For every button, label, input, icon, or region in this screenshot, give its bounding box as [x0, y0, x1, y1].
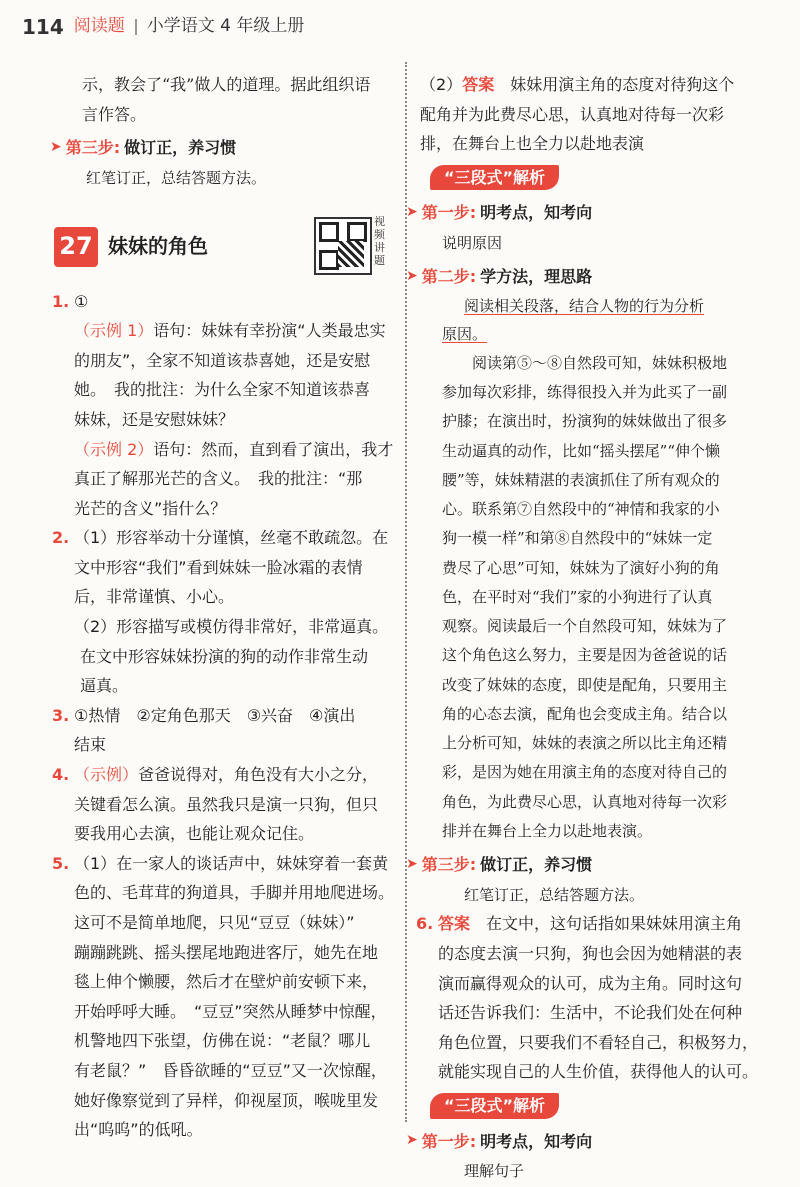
left-column — [50, 70, 397, 1145]
answer-line: 语句：妹妹有幸扮演“人类最忠实 — [153, 321, 386, 341]
analysis-line: 色，在平时对“我们”家的小狗进行了认真 — [442, 587, 713, 606]
analysis-line: 彩，是因为她在用演主角的态度对待自己的 — [442, 763, 728, 782]
question-number: 3. — [52, 705, 70, 725]
answer-line: 出“呜呜”的低吼。 — [74, 1120, 203, 1140]
step-label: 第二步: — [421, 266, 477, 286]
step-method: 红笔订正，总结答题方法。 — [464, 885, 645, 904]
lesson-title: 妹妹的角色 — [108, 234, 208, 259]
question-number: 2. — [52, 528, 70, 548]
answer-line: ①热情 ②定角色那天 ③兴奋 ④演出 — [74, 705, 356, 725]
step-method: 红笔订正，总结答题方法。 — [86, 168, 267, 187]
answer-4 — [52, 760, 397, 849]
step-three — [406, 850, 762, 880]
answer-line: 在文中形容妹妹扮演的狗的动作非常生动 — [80, 646, 369, 666]
answer-line: 排，在舞台上也全力以赴地表演 — [420, 134, 645, 154]
answer-line: 话还告诉我们：生活中，不论我们处在何种 — [438, 1003, 743, 1023]
analysis-tag: “三段式”解析 — [430, 1093, 559, 1119]
analysis-line: 参加每次彩排，练得很投入并为此买了一副 — [442, 383, 728, 402]
answer-label: 答案 — [438, 914, 471, 934]
page-header — [22, 10, 304, 44]
step-method: 理解句子 — [464, 1162, 525, 1181]
answer-line: 配角并为此费尽心思，认真地对待每一次彩 — [420, 104, 725, 124]
step-label: 第三步: — [421, 855, 477, 875]
answer-line: 真正了解那光芒的含义。 我的批注：“那 — [74, 469, 363, 489]
answer-line: 妹妹用演主角的态度对待狗这个 — [510, 75, 735, 94]
right-column — [406, 70, 762, 1186]
step-one — [406, 198, 762, 228]
answer-line: 蹦蹦跳跳、摇头摆尾地跑进客厅，她先在地 — [74, 942, 379, 962]
answer-line: 的朋友”，全家不知道该恭喜她，还是安慰 — [74, 350, 371, 370]
answer-2 — [52, 523, 397, 701]
step-text: 做订正，养习惯 — [480, 855, 593, 875]
analysis-line: 腰”等，妹妹精湛的表演抓住了所有观众的 — [442, 470, 720, 489]
answer-line: 她好像察觉到了异样，仰视屋顶，喉咙里发 — [74, 1090, 379, 1110]
subject-grade: 小学语文 4 年级上册 — [146, 16, 305, 37]
step-one — [406, 1127, 762, 1157]
answer-line: 光芒的含义”指什么？ — [74, 498, 227, 518]
answer-line: 语句：然而，直到看了演出，我才 — [153, 439, 394, 459]
arrow-right-icon: ➤ — [50, 139, 62, 156]
analysis-paragraph — [416, 349, 762, 846]
analysis-line: 生动逼真的动作，比如“摇头摆尾”“伸个懒 — [442, 441, 721, 460]
lesson-heading — [54, 215, 397, 279]
analysis-line: 费尽了心思”可知，妹妹为了演好小狗的角 — [442, 558, 720, 577]
step-text: 做订正，养习惯 — [124, 138, 237, 158]
lesson-number-badge: 27 — [54, 227, 98, 267]
arrow-right-icon: ➤ — [406, 267, 418, 284]
step-label: 第三步: — [65, 138, 121, 158]
qr-caption: 视频讲题 — [374, 214, 385, 268]
question-number: 5. — [52, 853, 70, 873]
step-text: 学方法，理思路 — [480, 266, 593, 286]
answer-line: 色的、毛茸茸的狗道具，手脚并用地爬进场。 — [74, 883, 395, 903]
example-label: （示例 2） — [74, 439, 154, 459]
question-number: 6. — [416, 914, 434, 934]
step-method: 阅读相关段落，结合人物的行为分析 — [464, 297, 705, 316]
answer-line: 结束 — [74, 735, 107, 755]
answer-6 — [416, 909, 762, 1087]
analysis-line: 心。联系第⑦自然段中的“神情和我家的小 — [442, 500, 720, 519]
analysis-line: 角色，为此费尽心思，认真地对待每一次彩 — [442, 792, 728, 811]
answer-line: 后，非常谨慎、小心。 — [74, 587, 235, 607]
header-separator — [135, 19, 137, 35]
answer-line: 关键看怎么演。虽然我只是演一只狗，但只 — [74, 794, 379, 814]
answer-1 — [52, 287, 397, 524]
page-number: 114 — [22, 14, 64, 39]
answer-line: 角色位置，只要我们不看轻自己，积极努力， — [438, 1032, 759, 1052]
analysis-line: 护膝；在演出时，扮演狗的妹妹做出了很多 — [442, 412, 728, 431]
answer-line: 爸爸说得对，角色没有大小之分， — [138, 765, 379, 785]
step-text: 明考点，知考向 — [480, 203, 593, 223]
answer-line: 在文中，这句话指如果妹妹用演主角 — [486, 914, 743, 934]
answer-5 — [52, 849, 397, 1145]
answer-label: 答案 — [462, 75, 495, 94]
answer-line: 她。 我的批注：为什么全家不知道该恭喜 — [74, 380, 371, 400]
step-label: 第一步: — [421, 1131, 477, 1151]
answer-line: 逼真。 — [80, 676, 129, 696]
answer-3 — [52, 701, 397, 760]
answer-5-2 — [416, 70, 762, 159]
answer-line: 毯上伸个懒腰，然后才在壁炉前安顿下来， — [74, 972, 379, 992]
answer-line: 开始呼呼大睡。 “豆豆”突然从睡梦中惊醒， — [74, 1001, 387, 1021]
answer-line: 就能实现自己的人生价值，获得他人的认可。 — [438, 1062, 759, 1082]
answer-line: 机警地四下张望，仿佛在说：“老鼠？哪儿 — [74, 1031, 371, 1051]
question-number: 1. — [52, 291, 70, 311]
answer-line: 有老鼠？” 昏昏欲睡的“豆豆”又一次惊醒， — [74, 1060, 387, 1080]
answer-line: 演而赢得观众的认可，成为主角。同时这句 — [438, 973, 743, 993]
step-two — [406, 262, 762, 292]
arrow-right-icon: ➤ — [406, 204, 418, 221]
answer-line: （2）形容描写或模仿得非常好，非常逼真。 — [74, 617, 389, 637]
answer-line: 的态度去演一只狗，狗也会因为她精湛的表 — [438, 944, 743, 963]
analysis-line: 观察。阅读最后一个自然段可知，妹妹为了 — [442, 617, 728, 636]
example-label: （示例 1） — [74, 321, 154, 341]
answer-mark: ① — [74, 291, 89, 311]
answer-line: （1）在一家人的谈话声中，妹妹穿着一套黄 — [74, 853, 389, 873]
arrow-right-icon: ➤ — [406, 855, 418, 872]
step-method: 说明原因 — [442, 233, 503, 252]
book-series: 阅读题 — [73, 16, 125, 37]
answer-line: 文中形容“我们”看到妹妹一脸冰霜的表情 — [74, 557, 363, 577]
arrow-right-icon: ➤ — [406, 1132, 418, 1149]
step-method: 原因。 — [442, 325, 488, 344]
question-number: 4. — [52, 765, 70, 785]
analysis-tag: “三段式”解析 — [430, 165, 559, 191]
continued-text: 示，教会了“我”做人的道理。据此组织语 — [82, 75, 371, 94]
answer-line: （1）形容举动十分谨慎，丝毫不敢疏忽。在 — [74, 528, 389, 548]
sub-number: （2） — [420, 75, 463, 94]
analysis-line: 这个角色这么努力，主要是因为爸爸说的话 — [442, 646, 728, 665]
analysis-line: 狗一模一样”和第⑧自然段中的“妹妹一定 — [442, 529, 713, 548]
step-text: 明考点，知考向 — [480, 1131, 593, 1151]
qr-code-icon[interactable] — [314, 217, 372, 275]
analysis-line: 阅读第⑤～⑧自然段可知，妹妹积极地 — [472, 353, 728, 372]
analysis-line: 角的心态去演，配角也会变成主角。结合以 — [442, 704, 728, 723]
step-label: 第一步: — [421, 203, 477, 223]
example-label: （示例） — [74, 765, 139, 785]
answer-line: 这可不是简单地爬，只见“豆豆（妹妹）” — [74, 913, 355, 932]
analysis-line: 改变了妹妹的态度，即使是配角，只要用主 — [442, 675, 728, 694]
step-three — [50, 133, 397, 163]
analysis-line: 上分析可知，妹妹的表演之所以比主角还精 — [442, 734, 728, 753]
analysis-line: 排并在舞台上全力以赴地表演。 — [442, 821, 653, 840]
answer-line: 妹妹，还是安慰妹妹？ — [74, 409, 235, 429]
continued-text: 言作答。 — [82, 104, 147, 124]
answer-line: 要我用心去演，也能让观众记住。 — [74, 824, 315, 844]
